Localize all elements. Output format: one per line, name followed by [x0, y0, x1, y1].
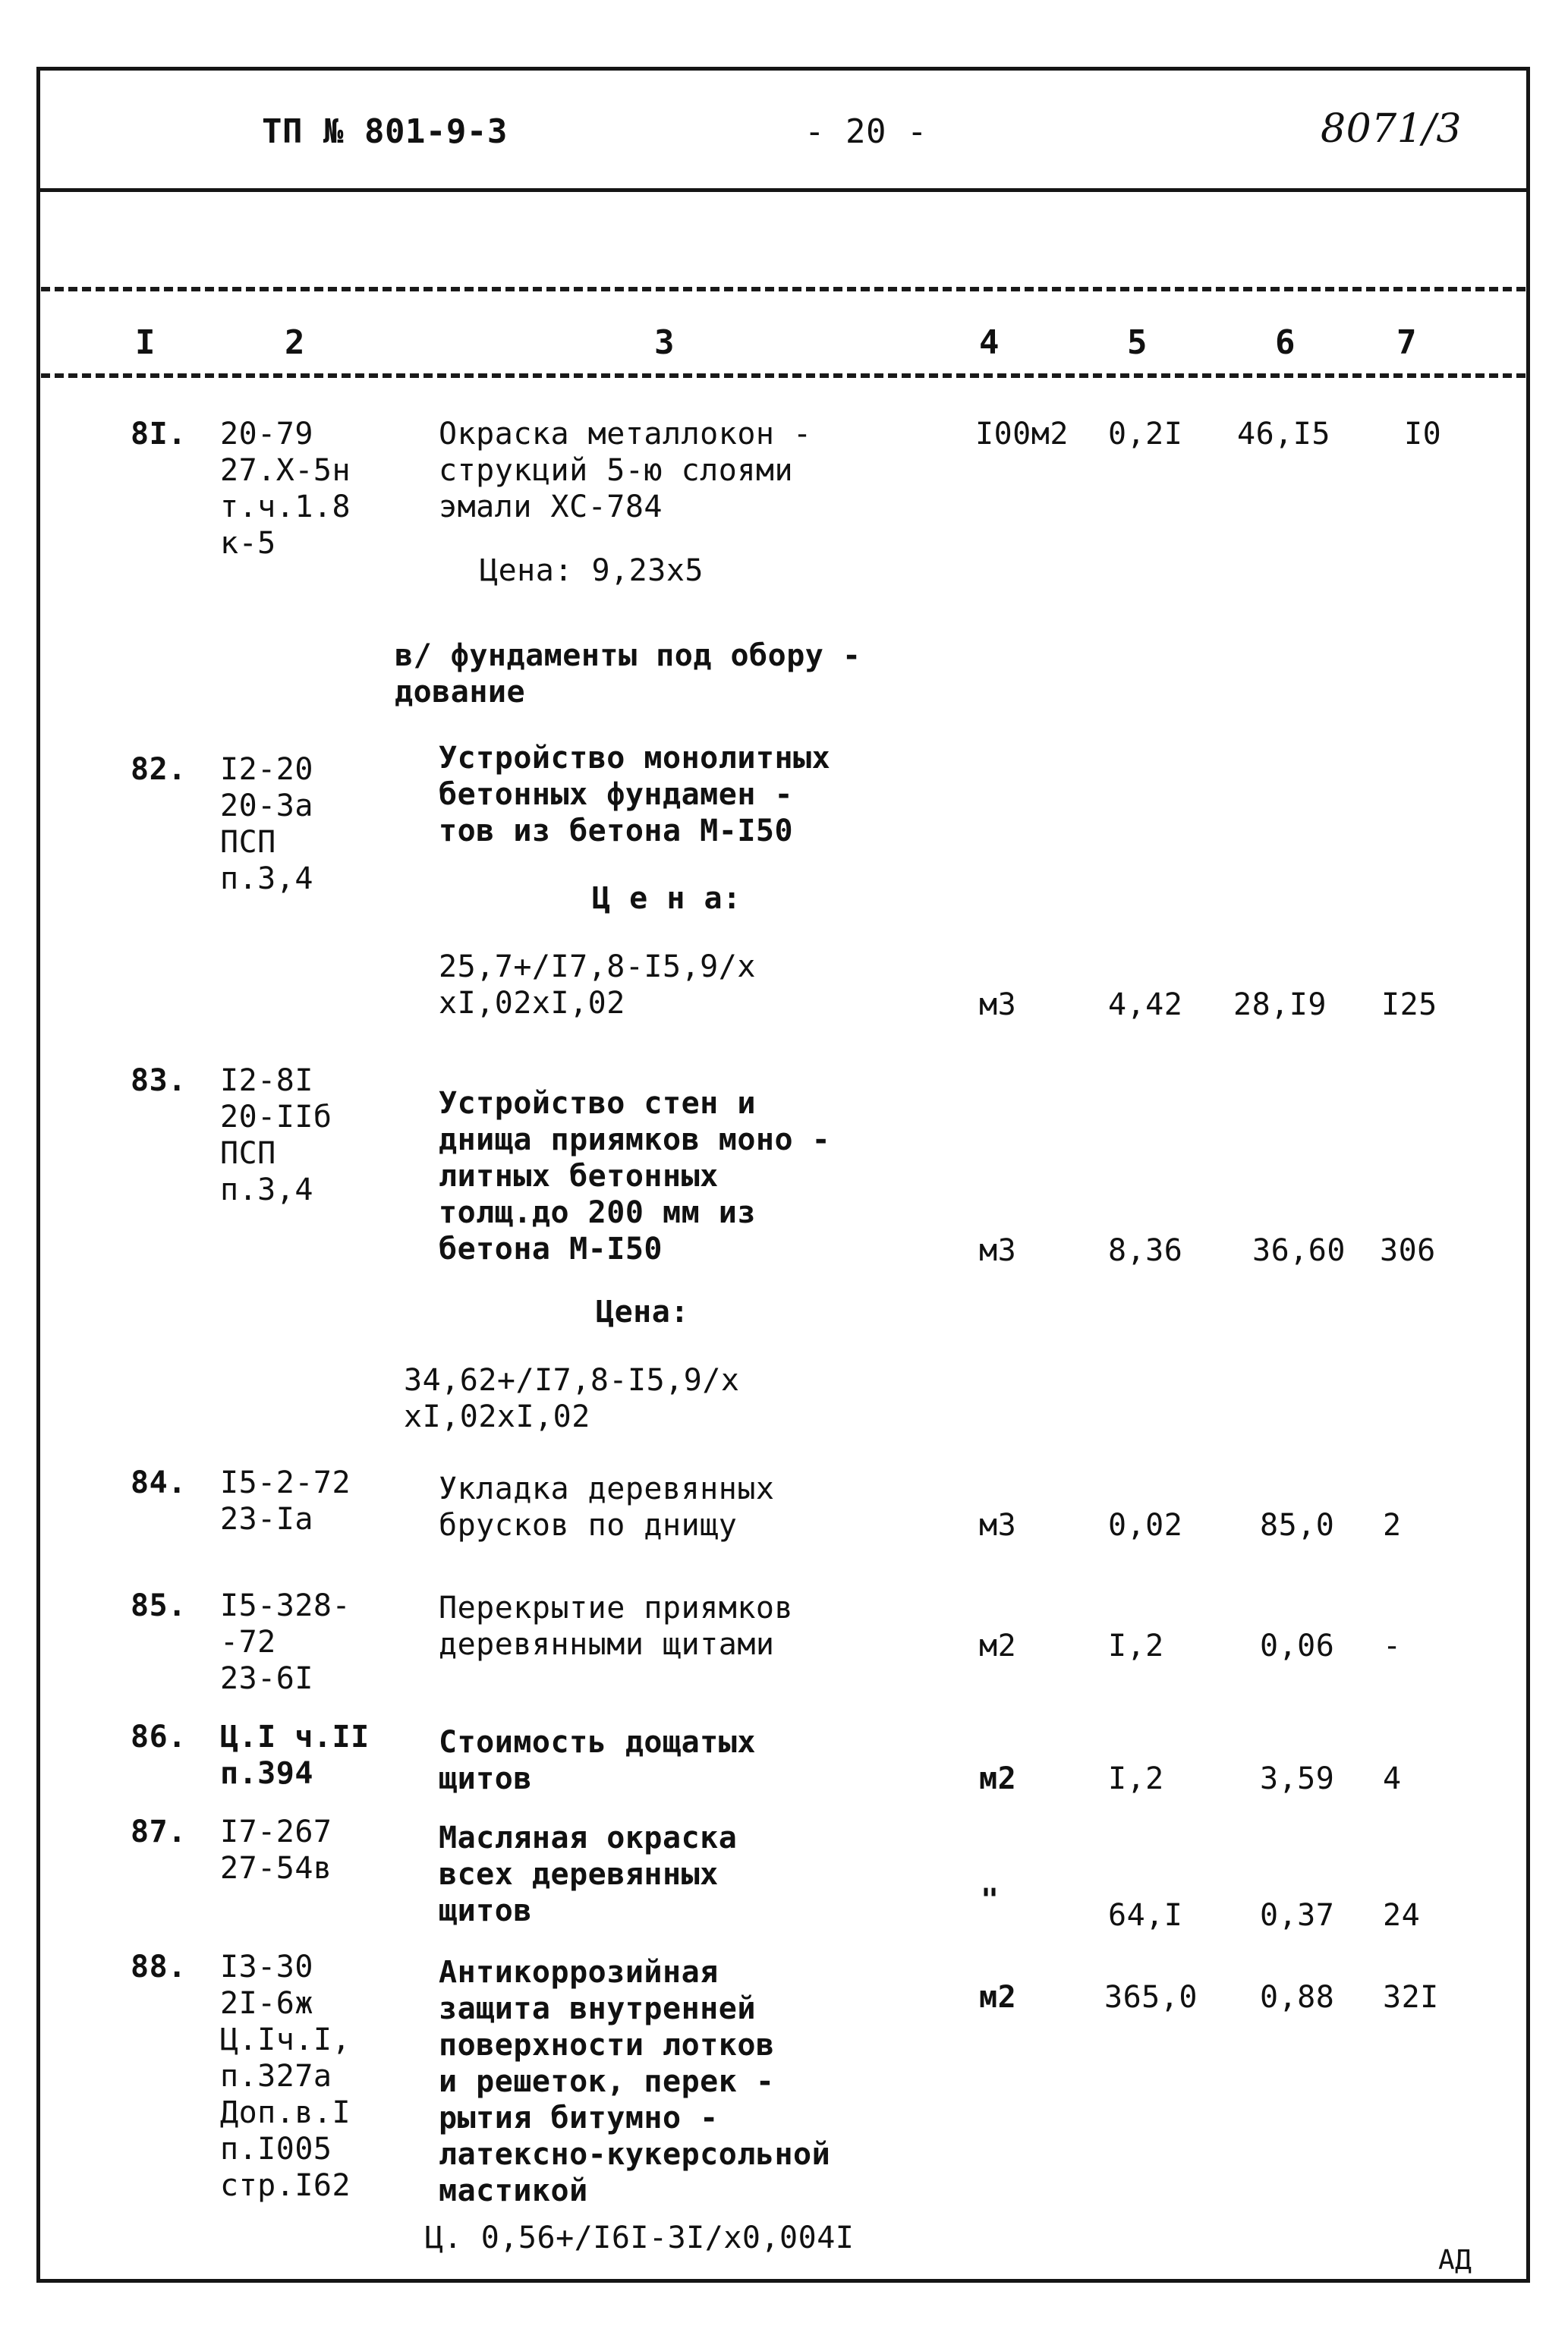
- col-2-header: 2: [285, 323, 305, 362]
- work-description: Перекрытие приямков деревянными щитами: [439, 1591, 794, 1662]
- unit-price: 85,0: [1260, 1508, 1335, 1543]
- quantity: I,2: [1108, 1629, 1164, 1663]
- work-description: Масляная окраска всех деревянных щитов: [439, 1821, 738, 1928]
- price-label: Ц е н а:: [592, 881, 741, 916]
- norm-code: I2-8I 20-IIб ПСП п.3,4: [220, 1063, 332, 1207]
- total-cost: 4: [1383, 1761, 1402, 1796]
- norm-code: 20-79 27.Х-5н т.ч.1.8 к-5: [220, 417, 351, 561]
- norm-code: I2-20 20-3а ПСП п.3,4: [220, 752, 313, 896]
- norm-code: Ц.I ч.II п.394: [220, 1720, 370, 1791]
- total-cost: -: [1383, 1629, 1402, 1663]
- norm-code: I3-30 2I-6ж Ц.Iч.I, п.327а Доп.в.I п.I005 стр.I62: [220, 1950, 351, 2203]
- quantity: 4,42: [1108, 987, 1183, 1022]
- unit: м2: [979, 1980, 1017, 2015]
- col-7-header: 7: [1396, 323, 1417, 362]
- unit-price: 0,06: [1260, 1629, 1335, 1663]
- price-formula: Ц. 0,56+/I6I-3I/х0,004I: [425, 2221, 855, 2255]
- norm-code: I5-2-72 23-Iа: [220, 1465, 351, 1537]
- norm-code: I7-267 27-54в: [220, 1815, 332, 1886]
- price-label: Цена:: [596, 1295, 689, 1330]
- table-header-rule: [41, 373, 1525, 378]
- col-3-header: 3: [654, 323, 675, 362]
- quantity: 365,0: [1104, 1980, 1198, 2015]
- price-formula: Цена: 9,23х5: [480, 553, 704, 588]
- row-number: 83.: [131, 1063, 187, 1098]
- total-cost: 2: [1383, 1508, 1402, 1543]
- page-number: - 20 -: [804, 112, 927, 151]
- price-formula: 25,7+/I7,8-I5,9/х хI,02хI,02: [439, 949, 756, 1021]
- unit-price: 0,88: [1260, 1980, 1335, 2015]
- row-number: 85.: [131, 1588, 187, 1623]
- unit-price: 46,I5: [1237, 417, 1330, 452]
- unit: м2: [979, 1761, 1017, 1796]
- row-number: 88.: [131, 1950, 187, 1984]
- total-cost: I25: [1381, 987, 1437, 1022]
- work-description: Укладка деревянных брусков по днищу: [439, 1471, 775, 1543]
- work-description: Устройство монолитных бетонных фундамен - тов из бетона М-I50: [439, 741, 831, 848]
- work-description: Стоимость дощатых щитов: [439, 1725, 756, 1796]
- total-cost: 306: [1380, 1233, 1436, 1268]
- quantity: 8,36: [1108, 1233, 1183, 1268]
- price-formula: 34,62+/I7,8-I5,9/х хI,02хI,02: [404, 1363, 740, 1434]
- sheet-number: 8071/3: [1321, 106, 1462, 152]
- unit: I00м2: [975, 417, 1069, 452]
- row-number: 82.: [131, 752, 187, 787]
- unit: м3: [979, 987, 1017, 1022]
- quantity: 64,I: [1108, 1898, 1183, 1933]
- work-description: Окраска металлокон - струкций 5-ю слоями эмали ХС-784: [439, 417, 812, 524]
- header-divider: [36, 188, 1530, 192]
- quantity: 0,02: [1108, 1508, 1183, 1543]
- unit-price: 3,59: [1260, 1761, 1335, 1796]
- unit: м2: [979, 1629, 1017, 1663]
- total-cost: 32I: [1383, 1980, 1439, 2015]
- row-number: 8I.: [131, 417, 187, 452]
- row-number: 86.: [131, 1720, 187, 1755]
- unit: ": [981, 1883, 1000, 1918]
- unit-price: 36,60: [1252, 1233, 1346, 1268]
- col-5-header: 5: [1127, 323, 1148, 362]
- col-6-header: 6: [1275, 323, 1296, 362]
- row-number: 87.: [131, 1815, 187, 1849]
- norm-code: I5-328- -72 23-6I: [220, 1588, 351, 1696]
- unit: м3: [979, 1233, 1017, 1268]
- unit: м3: [979, 1508, 1017, 1543]
- table-top-rule: [41, 287, 1525, 291]
- total-cost: 24: [1383, 1898, 1421, 1933]
- unit-price: 0,37: [1260, 1898, 1335, 1933]
- col-1-header: I: [135, 323, 156, 362]
- section-heading: в/ фундаменты под обору - дование: [395, 638, 861, 710]
- footer-mark: АД: [1438, 2245, 1472, 2276]
- row-number: 84.: [131, 1465, 187, 1500]
- work-description: Антикоррозийная защита внутренней поверхности лотков и решеток, перек - рытия битумно - латексно-кукерсольной мастикой: [439, 1955, 831, 2208]
- quantity: I,2: [1108, 1761, 1164, 1796]
- col-4-header: 4: [979, 323, 1000, 362]
- unit-price: 28,I9: [1233, 987, 1327, 1022]
- work-description: Устройство стен и днища приямков моно - литных бетонных толщ.до 200 мм из бетона М-I50: [439, 1086, 831, 1267]
- total-cost: I0: [1404, 417, 1442, 452]
- doc-code: ТП № 801-9-3: [262, 112, 508, 151]
- quantity: 0,2I: [1108, 417, 1183, 452]
